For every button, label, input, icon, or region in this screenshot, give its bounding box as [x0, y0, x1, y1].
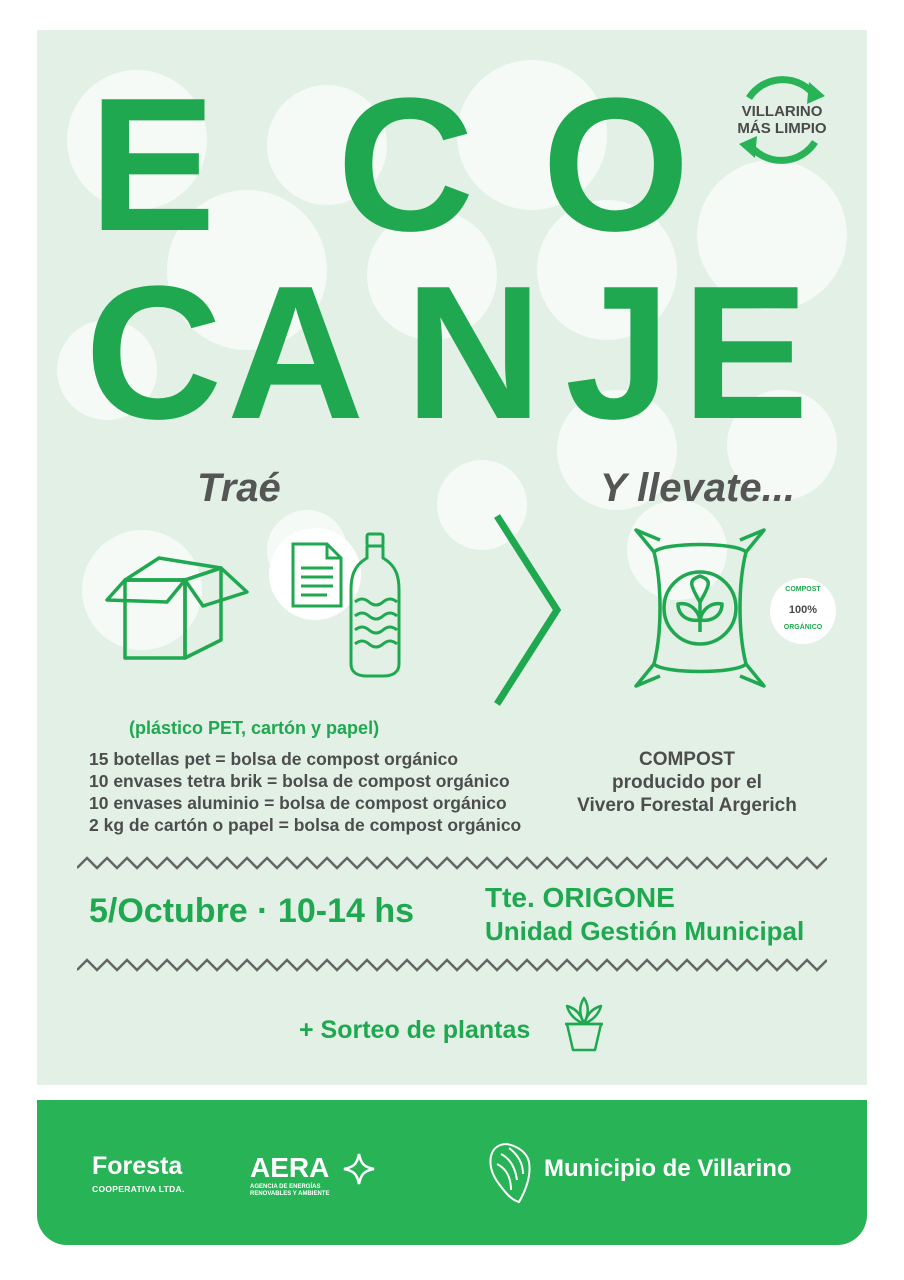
bottle-icon — [345, 530, 405, 680]
compost-description — [537, 748, 837, 817]
take-label: Y llevate... — [600, 466, 795, 510]
compost-line1: COMPOST — [638, 749, 736, 770]
footer-bar — [37, 1100, 867, 1245]
compost-line3: Vivero Forestal Argerich — [577, 795, 797, 816]
bring-label: Traé — [197, 466, 281, 510]
raffle-text: + Sorteo de plantas — [299, 1016, 531, 1044]
organic-seal — [770, 578, 836, 644]
event-place-sub: Unidad Gestión Municipal — [485, 916, 805, 946]
villarino-map-icon — [487, 1140, 533, 1206]
aera-logo: AERA — [250, 1152, 330, 1183]
list-item: 15 botellas pet = bolsa de compost orgánico — [89, 749, 459, 769]
title-letter: O — [542, 59, 690, 271]
title-letter: C — [337, 59, 475, 271]
seal-middle: 100% — [788, 604, 818, 616]
title-letter: E — [89, 59, 216, 271]
seal-bottom: ORGÁNICO — [783, 624, 823, 631]
aera-subtitle: AGENCIA DE ENERGÍAS RENOVABLES Y AMBIENTE — [250, 1184, 330, 1197]
list-item: 10 envases tetra brik = bolsa de compost orgánico — [89, 771, 510, 791]
title-letter: C — [85, 247, 223, 459]
event-date-time: 5/Octubre · 10-14 hs — [89, 892, 415, 930]
list-item: 10 envases aluminio = bolsa de compost orgánico — [89, 793, 507, 813]
title-letter: E — [682, 247, 809, 459]
chevron-right-icon — [489, 510, 569, 710]
title-canje — [37, 247, 867, 459]
zigzag-divider — [77, 958, 827, 972]
event-place-title — [485, 882, 675, 914]
plant-pot-icon — [561, 996, 607, 1052]
sparkle-icon — [342, 1152, 376, 1186]
event-place-title-text: Tte. ORIGONE — [485, 882, 675, 913]
seal-top: COMPOST — [785, 586, 821, 593]
title-letter: N — [405, 247, 543, 459]
poster-background — [37, 30, 867, 1085]
badge-line2: MÁS LIMPIO — [737, 120, 827, 137]
villarino-badge — [727, 70, 837, 170]
exchange-list — [89, 748, 521, 836]
title-letter: A — [227, 247, 365, 459]
foresta-logo: Foresta — [92, 1152, 183, 1180]
compost-line2: producido por el — [612, 772, 762, 793]
foresta-subtitle: COOPERATIVA LTDA. — [92, 1184, 185, 1194]
compost-bag-icon — [630, 522, 770, 694]
badge-line1: VILLARINO — [741, 103, 823, 120]
materials-note: (plástico PET, cartón y papel) — [129, 718, 380, 738]
box-icon — [97, 540, 252, 665]
title-letter: J — [565, 247, 671, 459]
municipio-logo: Municipio de Villarino — [544, 1155, 792, 1182]
zigzag-divider — [77, 856, 827, 870]
document-icon — [287, 540, 347, 610]
list-item: 2 kg de cartón o papel = bolsa de compost orgánico — [89, 815, 522, 835]
